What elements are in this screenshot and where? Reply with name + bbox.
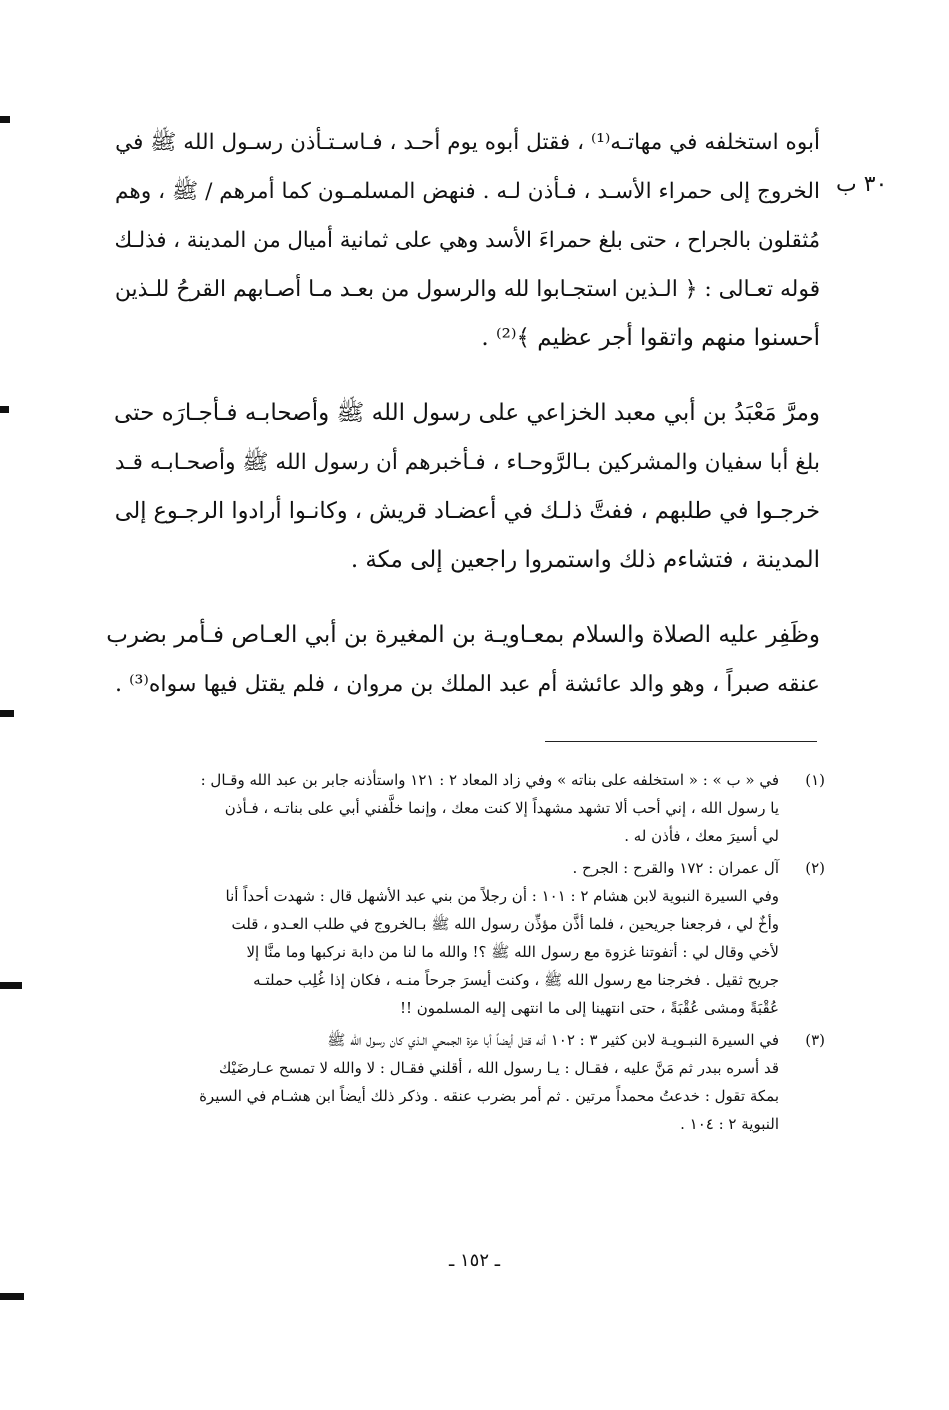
footnote-line: يا رسول الله ، إني أحب ألا تشهد مشهداً إلا كنت معك ، وإنما خلَّفني أبي على بناتـه ، فـأذن	[224, 799, 779, 817]
paragraph	[100, 389, 820, 585]
footnote-line: عُقْبَةً ومشى عُقْبَةً ، حتى انتهينا إلى ما انتهى إليه المسلمون !!	[399, 999, 779, 1017]
footnote-line: وأخٌ لي ، فرجعنا جريحين ، فلما أذَّن مؤذِّن رسول الله ﷺ بـالخروج في طلب العـدو ، قلت	[231, 915, 779, 933]
paragraph-line: مُثقلون بالجراح ، حتى بلغ حمراءَ الأسد وهي على ثمانية أميال من المدينة ، فذلـك	[114, 228, 820, 253]
footnote-number: (٢)	[805, 859, 825, 877]
page-number: ـ ١٥٢ ـ	[448, 1250, 500, 1271]
footnote-line: جريح ثقيل . فخرجنا مع رسول الله ﷺ ، وكنت أيسرَ جرحاً منـه ، فكان إذا غُلِب حملتـه	[253, 971, 779, 989]
paragraph-line: أبوه استخلفه في مهاتـه⁽¹⁾ ، فقتل أبوه يوم أحـد ، فـاسـتـأذن رسـول الله ﷺ في	[115, 130, 820, 155]
footnote-body	[100, 1026, 779, 1138]
scan-edge-mark	[0, 710, 14, 717]
footnote-line: في السيرة النبـويـة لابن كثير ٣ : ١٠٢ أنه قتل أيضاً أبا عزة الجمحي الـذي كان رسول الله ﷺ	[327, 1031, 779, 1049]
paragraph-line: وظَفِر عليه الصلاة والسلام بمعـاويـة بن المغيرة بن أبي العـاص فـأمر بضرب	[106, 622, 820, 648]
margin-folio-note: ٣٠ ب	[836, 172, 888, 197]
footnote-line: وفي السيرة النبوية لابن هشام ٢ : ١٠١ : أن رجلاً من بني عبد الأشهل قال : شهدت أحداً أنا	[225, 887, 779, 905]
footnote-body	[100, 766, 779, 850]
paragraph-line: خرجـوا في طلبهم ، ففتَّ ذلـك في أعضـاد قريش ، وكانـوا أرادوا الرجـوع إلى	[114, 498, 820, 524]
scan-edge-mark	[0, 1293, 24, 1300]
paragraph	[100, 611, 820, 709]
footnote-number: (١)	[805, 771, 825, 789]
footnote	[100, 1026, 825, 1138]
footnote-line: لي أسيرَ معك ، فأذن له .	[624, 827, 779, 845]
footnote-number: (٣)	[805, 1031, 825, 1049]
footnote-line: في « ب » : « استخلفه على بناته » وفي زاد المعاد ٢ : ١٢١ واستأذنه جابر بن عبد الله وقـال :	[200, 771, 779, 789]
paragraph	[100, 118, 820, 363]
footnote-line: آل عمران : ١٧٢ والقرح : الجرح .	[572, 859, 779, 877]
paragraph-line: بلغ أبا سفيان والمشركين بـالرَّوحـاء ، فـأخبرهم أن رسول الله ﷺ وأصحـابـه قـد	[114, 450, 820, 475]
scan-edge-mark	[0, 406, 9, 413]
footnote	[100, 854, 825, 1022]
footnote-body	[100, 854, 779, 1022]
paragraph-line: عنقه صبراً ، وهو والد عائشة أم عبد الملك بن مروان ، فلم يقتل فيها سواه⁽³⁾ .	[115, 671, 820, 697]
paragraph-line: الخروج إلى حمراء الأسـد ، فـأذن لـه . فنهض المسلمـون كما أمرهم / ﷺ ، وهم	[114, 179, 820, 204]
footnote	[100, 766, 825, 850]
footnote-line: النبوية ٢ : ١٠٤ .	[680, 1115, 779, 1133]
footnote-line: لأخي وقال لي : أتفوتنا غزوة مع رسول الله ﷺ ؟! والله ما لنا من دابة نركبها وما منَّا إلا	[246, 943, 779, 961]
footnote-line: قد أسره ببدر ثم مَنَّ عليه ، فقـال : يـا رسول الله ، أقلني فقـال : لا والله لا تمسح عـارضَيْك	[219, 1059, 779, 1077]
paragraph-line: المدينة ، فتشاءم ذلك واستمروا راجعين إلى مكة .	[350, 547, 820, 573]
footnotes	[100, 766, 825, 1142]
footnote-line: بمكة تقول : خدعتُ محمداً مرتين . ثم أمر بضرب عنقه . وذكر ذلك أيضاً ابن هشـام في السيرة	[199, 1087, 779, 1105]
footnote-separator	[545, 741, 817, 742]
scan-edge-mark	[0, 116, 10, 123]
paragraph-line: ومرَّ مَعْبَدُ بن أبي معبد الخزاعي على رسول الله ﷺ وأصحابـه فـأجـارَه حتى	[114, 400, 820, 426]
paragraph-line: قوله تعـالى : ﴿ الـذين استجـابوا لله والرسول من بعـد مـا أصـابهم القرحُ للـذين	[114, 277, 820, 302]
paragraph-line: أحسنوا منهم واتقوا أجر عظيم ﴾⁽²⁾ .	[481, 325, 820, 351]
scan-edge-mark	[0, 982, 22, 989]
main-text	[100, 118, 820, 735]
